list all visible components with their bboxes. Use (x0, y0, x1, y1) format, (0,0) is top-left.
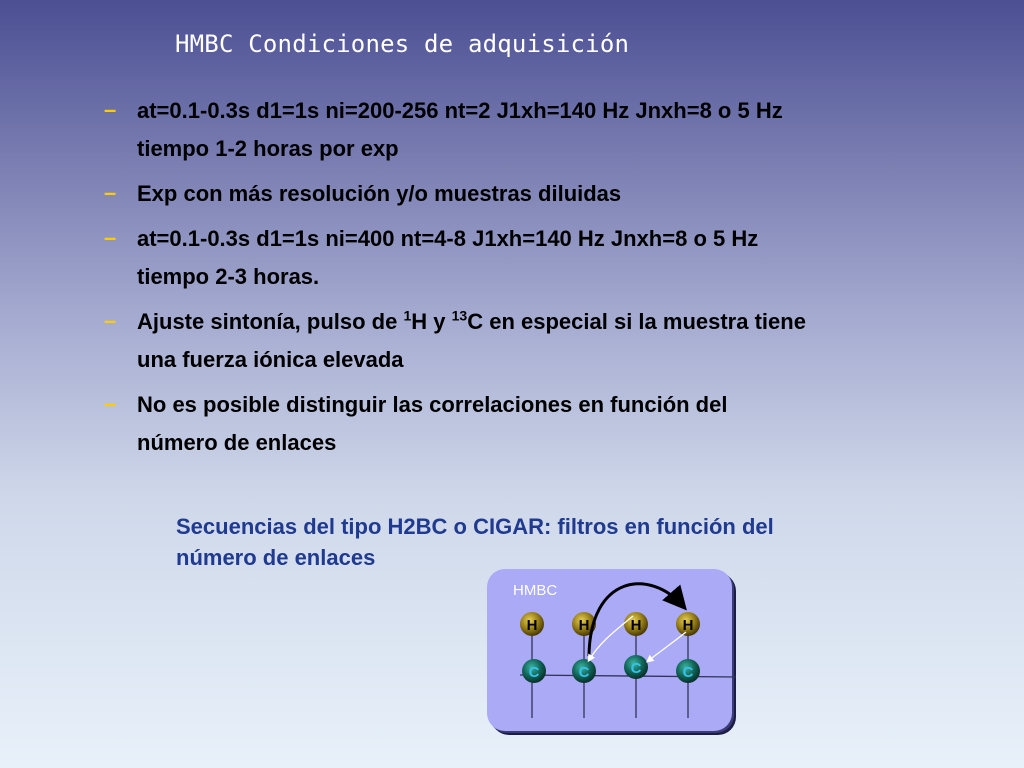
bullet-dash: – (104, 180, 117, 205)
slide-title: HMBC Condiciones de adquisición (175, 30, 630, 58)
carbon-atom (522, 659, 546, 683)
diagram-label: HMBC (513, 582, 558, 599)
bullet-line: número de enlaces (137, 430, 337, 455)
atom-label: C (528, 664, 540, 681)
atom-label: H (682, 617, 694, 634)
hydrogen-atom (676, 612, 700, 636)
superscript: 1 (403, 307, 412, 324)
bullet-dash: – (104, 225, 117, 250)
bullet-line: at=0.1-0.3s d1=1s ni=200-256 nt=2 J1xh=140 Hz Jnxh=8 o 5 Hz (137, 98, 783, 123)
correlation-arrow-light (648, 632, 686, 661)
atom-label: H (526, 617, 538, 634)
bullet-dash: – (104, 391, 117, 416)
carbon-atom (572, 659, 596, 683)
bullet-line: at=0.1-0.3s d1=1s ni=400 nt=4-8 J1xh=140 Hz Jnxh=8 o 5 Hz (137, 226, 759, 251)
atom-label: H (630, 617, 642, 634)
caption-line: Secuencias del tipo H2BC o CIGAR: filtros en función del (176, 514, 774, 539)
bullet-line: tiempo 1-2 horas por exp (137, 136, 399, 161)
superscript: 13 (451, 307, 468, 324)
carbon-atom (676, 659, 700, 683)
bullet-dash: – (104, 308, 117, 333)
hydrogen-atom (520, 612, 544, 636)
atom-label: H (578, 617, 590, 634)
carbon-atom (624, 655, 648, 679)
text-part: H y (411, 309, 452, 334)
atom-label: C (682, 664, 694, 681)
bullet-line: una fuerza iónica elevada (137, 347, 404, 372)
caption-line: número de enlaces (176, 545, 376, 570)
atom-label: C (578, 664, 590, 681)
bullet-line: tiempo 2-3 horas. (137, 264, 320, 289)
atom-label: C (630, 660, 642, 677)
bullet-line: No es posible distinguir las correlaciones en función del (137, 392, 728, 417)
text-part: C en especial si la muestra tiene (467, 309, 806, 334)
text-part: Ajuste sintonía, pulso de (137, 309, 404, 334)
bullet-line: Exp con más resolución y/o muestras diluidas (137, 181, 622, 206)
bullet-dash: – (104, 97, 117, 122)
hydrogen-atom (624, 612, 648, 636)
